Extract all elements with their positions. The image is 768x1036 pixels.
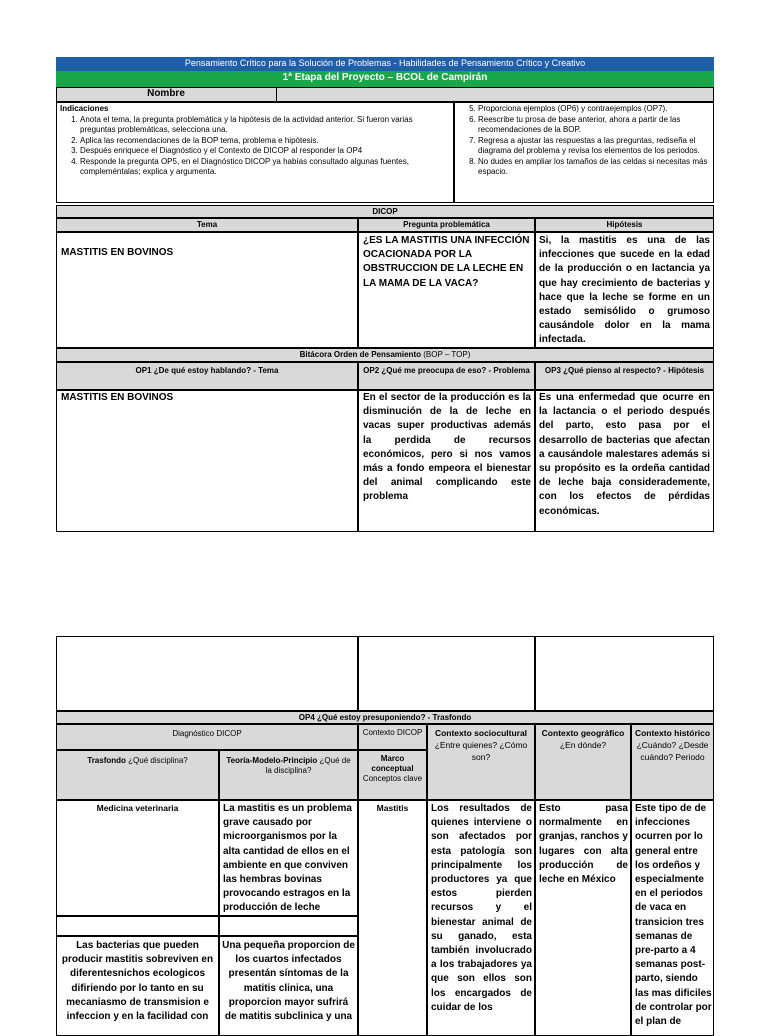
geografico-text: Esto pasa normalmente en granjas, ranchos y lugares con alta producción de leche en México (539, 803, 628, 886)
indicaciones-left-content (60, 104, 450, 178)
empty-cell (56, 636, 358, 711)
nombre-divider (276, 87, 277, 102)
teoria-text: La mastitis es un problema grave causado por microorganismos por la alta cantidad de ellos en el ambiente en que conviven las hembras bovinas provocando estragos en la producción de leche (223, 803, 352, 914)
indicacion-item: 3. Después enriquece el Diagnóstico y el Contexto de DICOP al responder la OP4 (80, 146, 450, 157)
ctx-socio-bold: Contexto sociocultural (434, 728, 528, 738)
bop-title-normal: (BOP – TOP) (421, 350, 471, 359)
bop-title-bold: Bitácora Orden de Pensamiento (299, 350, 421, 359)
nombre-label: Nombre (147, 88, 185, 99)
indicaciones-right-content (458, 104, 710, 178)
teoria-normal: ¿Qué de la disciplina? (265, 756, 351, 775)
dicop-col-pregunta: Pregunta problemática (358, 218, 535, 232)
concepto-text: Mastitis (376, 803, 409, 813)
bacterias-text: Las bacterias que pueden producir mastitis sobreviven en diferentesnichos ecologicos difiriendo por lo tanto en su mecaniasmo de transmision e infeccion y en la facilidad con (61, 940, 214, 1023)
ctx-geo-header (538, 727, 628, 751)
empty-cell (358, 636, 535, 711)
bop-op2-header: OP2 ¿Qué me preocupa de eso? - Problema (358, 362, 535, 390)
empty-cell (535, 636, 714, 711)
op4-header: OP4 ¿Qué estoy presuponiendo? - Trasfondo (56, 711, 714, 724)
teoria-bold: Teoría-Modelo-Principio (226, 756, 318, 765)
disciplina-cell (56, 800, 219, 916)
indicacion-item: 2. Aplica las recomendaciones de la BOP tema, problema e hipótesis. (80, 136, 450, 147)
ctx-geo-normal: ¿En dónde? (559, 740, 607, 750)
course-title-bar: Pensamiento Crítico para la Solución de Problemas - Habilidades de Pensamiento Crítico y Creativo (56, 57, 714, 71)
teoria-header (219, 750, 358, 800)
indicacion-item: 5. Proporciona ejemplos (OP6) y contraejemplos (OP7). (478, 104, 710, 115)
dicop-hipotesis-text: Si, la mastitis es una de las infecciones que sucede en la edad de la producción o en lactancia ya que hay crecimiento de bacterias y hace que la leche se forme en un estado semisólido o grumoso causándole dolor en la mama infectada. (539, 235, 710, 346)
ctx-socio-normal: ¿Entre quienes? ¿Cómo son? (434, 740, 528, 762)
dicop-header: DICOP (56, 205, 714, 218)
blank-cell (56, 916, 219, 936)
bop-hipotesis-text: Es una enfermedad que ocurre en la lactancia o el periodo después del parto, esto pasa por el desarrollo de bacterias que afectan a causándole malestares además si su propósito es la ordeña cantidad de leche baja considerademente, con los efectos de pérdidas económicas. (539, 392, 710, 517)
dicop-col-tema: Tema (56, 218, 358, 232)
stage-title-bar: 1ª Etapa del Proyecto – BCOL de Campirán (56, 71, 714, 87)
contexto-dicop-header: Contexto DICOP (358, 724, 427, 750)
marco-normal: Conceptos clave (362, 774, 423, 783)
indicacion-item: 7. Regresa a ajustar las respuestas a las preguntas, rediseña el diagrama del problema y revisa los elementos de los periodos. (478, 136, 710, 157)
marco-bold: Marco conceptual (371, 754, 414, 773)
dicop-col-hipotesis: Hipótesis (535, 218, 714, 232)
diagnostico-header: Diagnóstico DICOP (172, 729, 242, 738)
historico-text: Este tipo de de infecciones ocurren por lo general entre los ordeños y especialmente en el periodos de vaca en transicion tres semanas de pre-parto a 4 semanas post-parto, siendo las mas dificiles de controlar por el plan de (635, 803, 712, 1028)
dicop-tema-text: MASTITIS EN BOVINOS (61, 247, 174, 258)
indicacion-item: 4. Responde la pregunta OP5, en el Diagnóstico DICOP ya habías consultado algunas fuentes, compleméntalas; explica y argumenta. (80, 157, 450, 178)
indicacion-item: 1. Anota el tema, la pregunta problemática y la hipótesis de la actividad anterior. Si fueron varias preguntas problemáticas, selecciona una. (80, 115, 450, 136)
ctx-hist-bold: Contexto histórico (634, 728, 711, 738)
indicacion-item: 8. No dudes en ampliar los tamaños de las celdas si necesitas más espacio. (478, 157, 710, 178)
disciplina-text: Medicina veterinaria (96, 803, 179, 813)
ctx-geo-bold: Contexto geográfico (541, 728, 625, 738)
trasfondo-normal: ¿Qué disciplina? (125, 756, 188, 765)
bop-tema-cell (56, 390, 358, 532)
sociocultural-text: Los resultados de quienes interviene o son afectados por esta patología son principalmente los productores ya que estos pierden recursos y el bienestar animal de su ganado, esta también involucrado a los trabajadores ya que son ellos son los encargados de cuidar de los (431, 803, 532, 1013)
indicaciones-title: Indicaciones (60, 104, 109, 113)
ctx-socio-header (430, 727, 532, 763)
bop-op3-header: OP3 ¿Qué pienso al respecto? - Hipótesis (535, 362, 714, 390)
bop-op1-header: OP1 ¿De qué estoy hablando? - Tema (56, 362, 358, 390)
bop-problema-text: En el sector de la producción es la disminución de la de leche en vacas super productivas además la perdida de recursos económicos, pero si nos vamos más a fondo empeora el bienestar del animal complicando este problema (363, 392, 531, 503)
concepto-cell (358, 800, 427, 1036)
marco-header (358, 750, 427, 800)
ctx-hist-normal: ¿Cuándo? ¿Desde cuándo? Periodo (636, 740, 709, 762)
ctx-hist-header (633, 727, 712, 763)
indicacion-item: 6. Reescribe tu prosa de base anterior, ahora a partir de las recomendaciones de la BOP. (478, 115, 710, 136)
proporcion-text: Una pequeña proporcion de los cuartos infectados presentán síntomas de la matitis clinica, una proporcion mayor sufrirá de matitis subclinica y una (222, 940, 355, 1023)
blank-cell (219, 916, 358, 936)
bop-tema-text: MASTITIS EN BOVINOS (61, 392, 174, 403)
trasfondo-bold: Trasfondo (87, 756, 126, 765)
bop-header (56, 348, 714, 362)
trasfondo-header (56, 750, 219, 800)
dicop-pregunta-text: ¿ES LA MASTITIS UNA INFECCIÓN OCACIONADA POR LA OBSTRUCCION DE LA LECHE EN LA MAMA DE LA VACA? (363, 235, 530, 289)
